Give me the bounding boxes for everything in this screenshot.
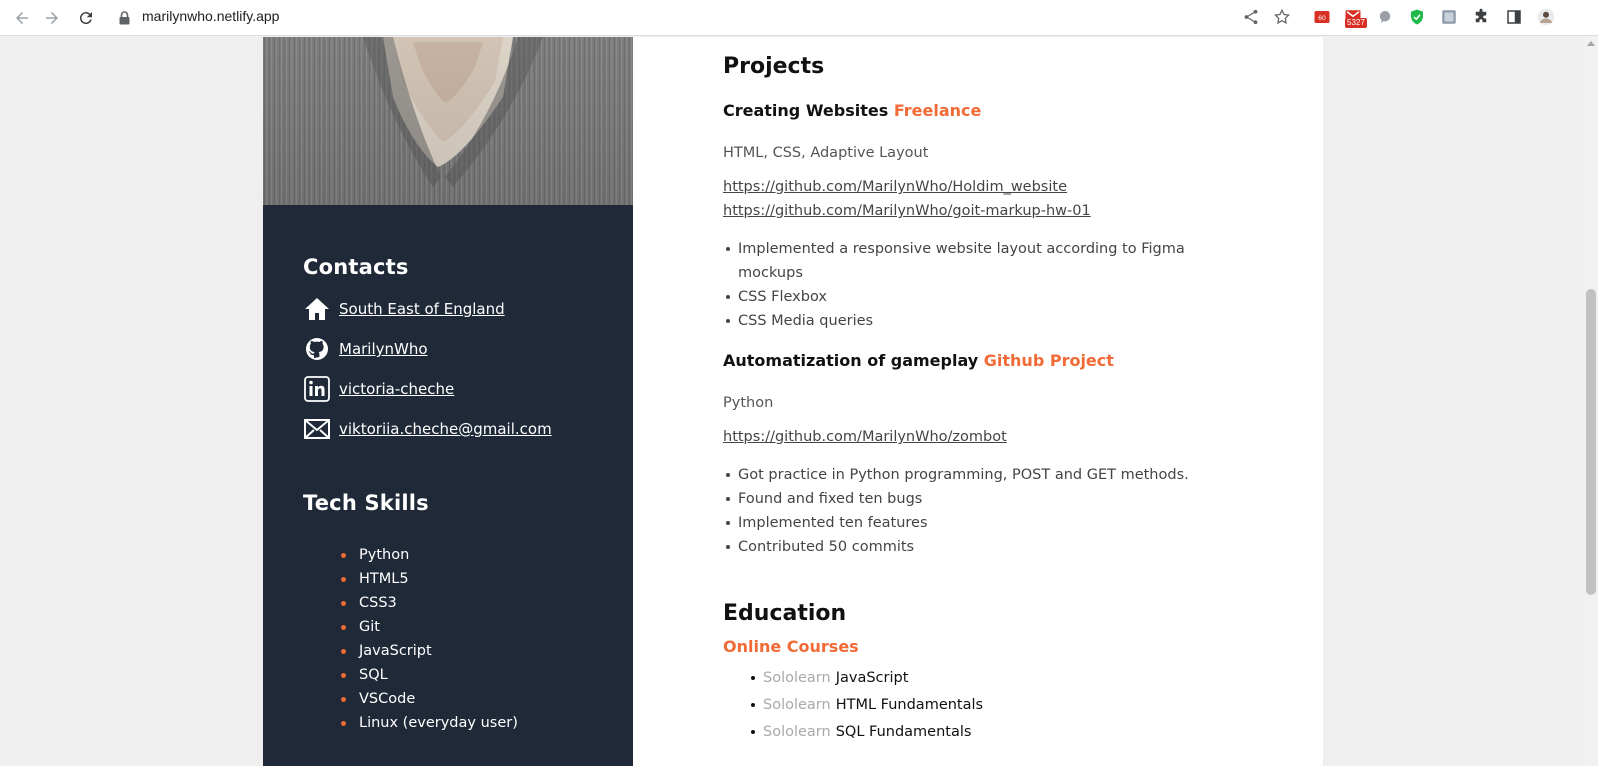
courses-list <box>763 665 983 746</box>
skill-item: Linux (everyday user) <box>341 711 518 735</box>
course-provider: Sololearn <box>763 670 831 686</box>
course-provider: Sololearn <box>763 724 831 740</box>
home-icon <box>303 295 331 323</box>
course-provider: Sololearn <box>763 697 831 713</box>
project-link[interactable]: https://github.com/MarilynWho/Holdim_website <box>723 179 1067 195</box>
contact-location <box>303 295 505 323</box>
image-extension-icon[interactable] <box>1438 6 1460 28</box>
arrow-right-icon <box>43 9 61 27</box>
list-item: Found and fixed ten bugs <box>738 487 1208 511</box>
list-item: Implemented ten features <box>738 511 1208 535</box>
scrollbar-thumb[interactable] <box>1586 289 1596 595</box>
list-item: CSS Flexbox <box>738 285 1208 309</box>
skill-item: Git <box>341 615 518 639</box>
contact-linkedin <box>303 375 454 403</box>
course-name: SQL Fundamentals <box>835 724 972 740</box>
project-tech: Python <box>723 395 774 411</box>
address-bar[interactable]: marilynwho.netlify.app <box>142 8 280 24</box>
github-icon <box>303 335 331 363</box>
svg-text:60: 60 <box>1318 15 1326 22</box>
reload-button[interactable] <box>72 4 100 32</box>
project-tag: Github Project <box>983 351 1114 370</box>
share-icon[interactable] <box>1240 6 1262 28</box>
project-name: Automatization of gameplay <box>723 351 979 370</box>
speech-bubble-extension-icon[interactable] <box>1374 6 1396 28</box>
resume-card <box>263 37 1323 766</box>
reload-icon <box>77 9 95 27</box>
list-item: Contributed 50 commits <box>738 535 1208 559</box>
list-item: Implemented a responsive website layout according to Figma mockups <box>738 237 1208 285</box>
shield-extension-icon[interactable] <box>1406 6 1428 28</box>
location-link[interactable]: South East of England <box>339 300 505 318</box>
course-name: JavaScript <box>835 670 909 686</box>
contacts-heading: Contacts <box>303 255 409 279</box>
profile-avatar-icon[interactable] <box>1535 6 1557 28</box>
course-name: HTML Fundamentals <box>835 697 984 713</box>
list-item: Got practice in Python programming, POST and GET methods. <box>738 463 1208 487</box>
list-item: CSS Media queries <box>738 309 1208 333</box>
extension-icon[interactable] <box>1311 6 1333 28</box>
project-link[interactable]: https://github.com/MarilynWho/zombot <box>723 429 1007 445</box>
project-bullets <box>738 463 1208 559</box>
project-link[interactable]: https://github.com/MarilynWho/goit-markup-hw-01 <box>723 203 1091 219</box>
course-item <box>763 665 983 692</box>
linkedin-link[interactable]: victoria-cheche <box>339 380 455 398</box>
project-title <box>723 101 981 120</box>
back-button[interactable] <box>8 4 36 32</box>
skills-list <box>341 543 518 735</box>
mail-icon <box>303 415 331 443</box>
linkedin-icon <box>303 375 331 403</box>
page-viewport <box>0 37 1598 766</box>
sidebar <box>263 37 633 766</box>
main-content <box>723 37 1283 766</box>
project-name: Creating Websites <box>723 101 889 120</box>
project-tech: HTML, CSS, Adaptive Layout <box>723 145 929 161</box>
project-tag: Freelance <box>893 101 982 120</box>
skill-item: VSCode <box>341 687 518 711</box>
project-title <box>723 351 1114 370</box>
github-link[interactable]: MarilynWho <box>339 340 428 358</box>
side-panel-icon[interactable] <box>1503 6 1525 28</box>
skill-item: Python <box>341 543 518 567</box>
browser-toolbar <box>0 0 1598 36</box>
forward-button[interactable] <box>38 4 66 32</box>
skill-item: SQL <box>341 663 518 687</box>
course-item <box>763 719 983 746</box>
puzzle-icon[interactable] <box>1470 6 1492 28</box>
bookmark-star-icon[interactable] <box>1271 6 1293 28</box>
skill-item: HTML5 <box>341 567 518 591</box>
tech-skills-heading: Tech Skills <box>303 491 429 515</box>
profile-photo <box>263 37 633 205</box>
project-bullets <box>738 237 1208 333</box>
education-heading: Education <box>723 601 847 626</box>
email-link[interactable]: viktoriia.cheche@gmail.com <box>339 420 552 438</box>
skill-item: JavaScript <box>341 639 518 663</box>
projects-heading: Projects <box>723 54 825 79</box>
vertical-scrollbar[interactable] <box>1584 37 1598 766</box>
course-item <box>763 692 983 719</box>
skill-item: CSS3 <box>341 591 518 615</box>
online-courses-heading: Online Courses <box>723 637 859 656</box>
gmail-extension-icon[interactable] <box>1342 6 1364 28</box>
lock-icon[interactable] <box>117 9 131 27</box>
contact-email <box>303 415 552 443</box>
scroll-up-arrow-icon[interactable] <box>1587 41 1595 46</box>
extension-badge: 5327 <box>1347 18 1365 27</box>
contact-github <box>303 335 428 363</box>
arrow-left-icon <box>13 9 31 27</box>
